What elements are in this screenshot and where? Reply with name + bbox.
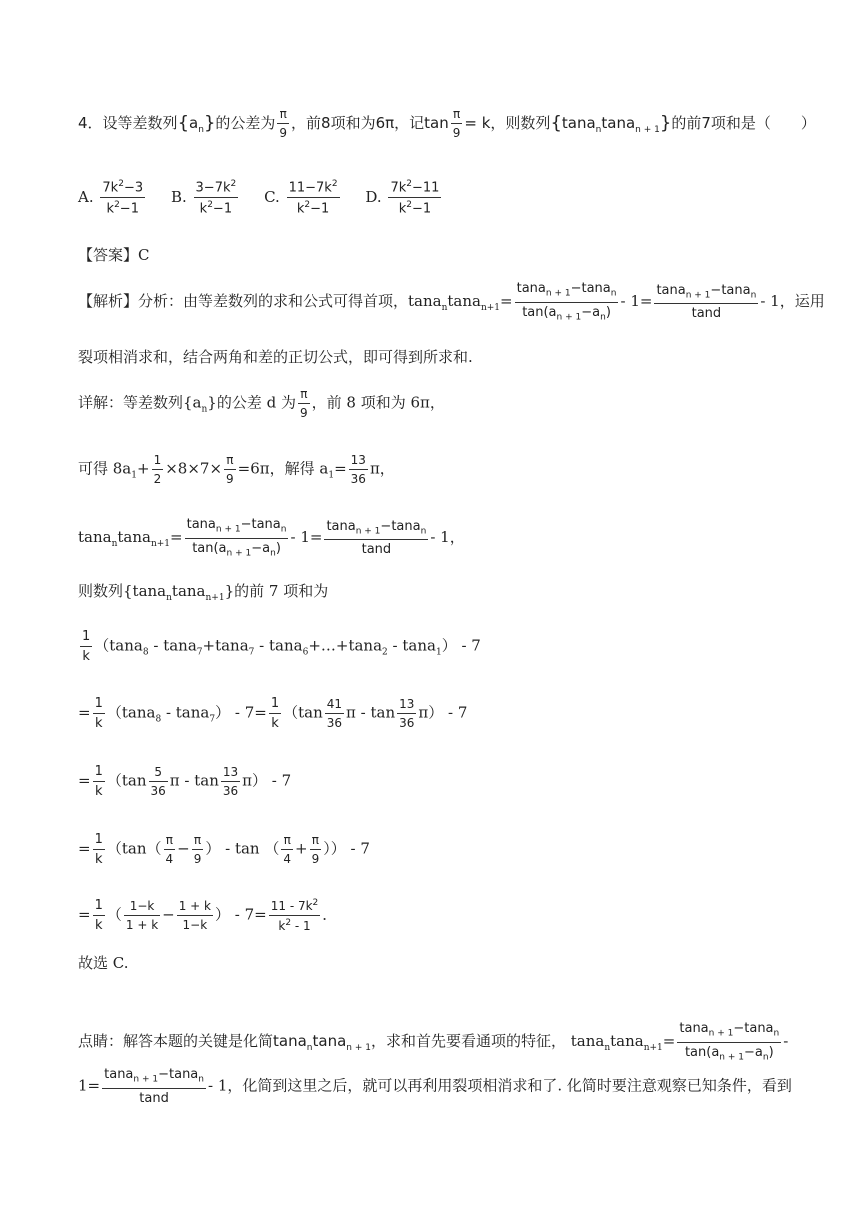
detail-line-4: 则数列{tana$_n$tana$_{n+1}$}的前 7 项和为 [78, 582, 329, 603]
detail-line-3: tana$_n$tana$_{n+1}$= $\frac{\tan a_{n + 1}-\tan a_n}{\tan(a_{n + 1}-a_n)}$ - 1= $\frac{\tan a_{n + 1}-\tan a_n}{\tan d}$ - 1， [78, 517, 465, 559]
comment-line-1: 点睛：解答本题的关键是化简tana$_n$tana$_{n + 1}$，求和首先要看通项的特征， tana$_n$tana$_{n+1}$= $\frac{\tan a_{n + 1}-\tan a_n}{\tan(a_{n + 1}-a_n)}$ - [78, 1021, 789, 1063]
detail-line-9: = $\frac{1}{k}$ （ $\frac{1-k}{1 + k}$ − $\frac{1 + k}{1-k}$ ） - 7= $\frac{11 - 7k^2}{k^2 - 1}$ ． [78, 898, 338, 933]
detail-line-2: 可得 $8a_1+$ $\frac{1}{2}$ ×8×7× $\frac{\pi}{9}$ =6π，解得 $a_1=$ $\frac{13}{36}$ π， [78, 453, 395, 486]
analysis-fraction-1: $\frac{\tan a_{n + 1}-\tan a_n}{\tan(a_{n + 1}-a_n)}$ [516, 281, 617, 323]
question-number: 4． [78, 114, 103, 132]
options-line [78, 180, 443, 216]
option-b-fraction: $\frac{3-7k^2}{k^2-1}$ [195, 179, 237, 217]
detail-line-5: $\frac{1}{k}$ （tana$_8$ - tana$_7$+tana$_7$ - tana$_6$+…+tana$_2$ - tana$_1$） - 7 [82, 629, 481, 664]
choose-line: 故选 C. [78, 954, 129, 972]
analysis-line-2: 裂项相消求和，结合两角和差的正切公式，即可得到所求和. [78, 348, 473, 366]
fraction-pi-9: $\frac{\pi}{9}$ [279, 107, 288, 140]
answer-line: 【答案】C [78, 246, 150, 264]
option-c-fraction: $\frac{11-7k^2}{k^2-1}$ [288, 179, 338, 217]
option-d-label: D. [365, 187, 382, 206]
analysis-line-1: 【解析】分析：由等差数列的求和公式可得首项，tana$_n$tana$_{n+1}$= $\frac{\tan a_{n + 1}-\tan a_n}{\tan(a_{n + 1}-a_n)}$ - 1= $\frac{\tan a_{n + 1}-\tan a_n}{\tan d}$ - 1，运用 [78, 281, 825, 323]
option-b-label: B. [170, 187, 187, 206]
detail-line-8: = $\frac{1}{k}$ （tan（ $\frac{\pi}{4}$ − $\frac{\pi}{9}$ ） - tan （ $\frac{\pi}{4}$ + $\frac{\pi}{9}$ ）） - 7 [78, 832, 370, 867]
comment-line-2: 1= $\frac{\tan a_{n + 1}-\tan a_n}{\tan d}$ - 1，化简到这里之后，就可以再利用裂项相消求和了. 化简时要注意观察已知条件，看到 [78, 1067, 792, 1106]
analysis-fraction-2: $\frac{\tan a_{n + 1}-\tan a_n}{\tan d}$ [656, 282, 757, 322]
result-fraction: $\frac{11 - 7k^2}{k^2 - 1}$ [270, 898, 319, 933]
detail-line-1: 详解：等差数列$\{a_n\}$的公差 d 为 $\frac{\pi}{9}$ ，前 8 项和为 6π， [78, 387, 445, 420]
option-a-label: A. [78, 187, 94, 206]
option-d-fraction: $\frac{7k^2-11}{k^2-1}$ [390, 179, 440, 217]
detail-line-6: = $\frac{1}{k}$ （tana$_8$ - tana$_7$） - 7= $\frac{1}{k}$ （tan $\frac{41}{36}$ π - tan $\frac{13}{36}$ π） - 7 [78, 696, 468, 731]
option-a-fraction: $\frac{7k^2-3}{k^2-1}$ [102, 179, 144, 217]
detail-line-7: = $\frac{1}{k}$ （tan $\frac{5}{36}$ π - tan $\frac{13}{36}$ π） - 7 [78, 764, 292, 799]
question-line: 4．设等差数列$\{a_n\}$的公差为 $\frac{\pi}{9}$ ，前8项和为6π，记tan $\frac{\pi}{9}$ = k，则数列{tana$_n$tana$_{n + 1}$}的前7项和是（ ） [78, 107, 816, 140]
option-c-label: C. [264, 187, 280, 206]
